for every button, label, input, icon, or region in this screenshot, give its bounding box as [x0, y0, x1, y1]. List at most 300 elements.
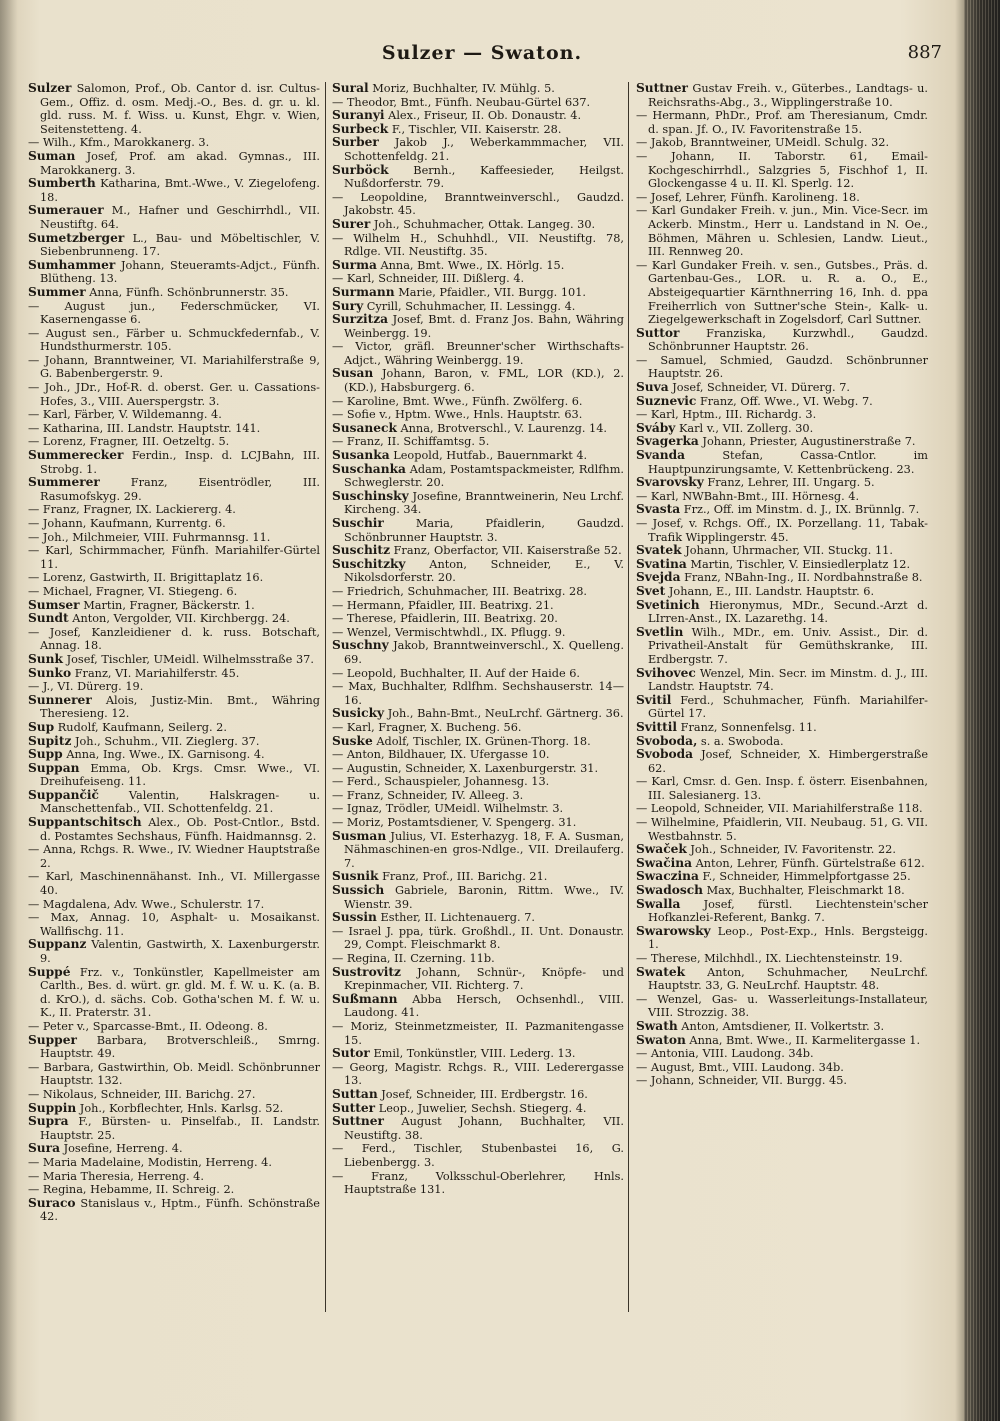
directory-entry [28, 735, 320, 749]
entry-details: — Karl, NWBahn-Bmt., III. Hörnesg. 4. [636, 489, 860, 503]
entry-details: Josef, Tischler, UMeidl. Wilhelmsstraße 37. [66, 652, 314, 666]
directory-entry [28, 1115, 320, 1142]
directory-entry [28, 680, 320, 694]
directory-entry [332, 313, 624, 340]
entry-surname: Surmann [332, 284, 395, 299]
entry-details: Franz, Lehrer, III. Ungarg. 5. [707, 476, 875, 490]
directory-entry [28, 667, 320, 681]
entry-surname: Svoboda [636, 747, 694, 762]
directory-entry [28, 259, 320, 286]
directory-entry [332, 775, 624, 789]
directory-entry [636, 775, 928, 802]
entry-details: — Moriz, Postamtsdiener, V. Spengerg. 31. [332, 816, 577, 830]
directory-entry [332, 830, 624, 871]
entry-surname: Sumhammer [28, 257, 116, 272]
entry-surname: Swaczina [636, 869, 699, 884]
entry-details: — Josef, Kanzleidiener d. k. russ. Botschaft, Annag. 18. [28, 625, 320, 653]
directory-entry [28, 476, 320, 503]
entry-details: Josef, Bmt. d. Franz Jos. Bahn, Währing Weinbergg. 19. [344, 313, 624, 340]
page-header [22, 42, 942, 72]
entry-details: Jakob J., Weberkammmacher, VII. Schottenfeldg. 21. [344, 136, 624, 163]
entry-surname: Suschir [332, 516, 384, 530]
directory-entry [28, 136, 320, 150]
directory-entry [28, 585, 320, 599]
entry-details: Ferd., Schuhmacher, Fünfh. Mariahilfer-Gürtel 17. [648, 693, 928, 721]
directory-entry [332, 1170, 624, 1197]
entry-surname: Surbeck [332, 121, 389, 136]
entry-details: Salomon, Prof., Ob. Cantor d. isr. Cultus-Gem., Offiz. d. osm. Medj.-O., Bes. d. gr. u. kl. gld. russ. M. f. Wiss. u. Kunst, Ehgr. v. Wien, Seitenstetteng. 4. [40, 82, 320, 136]
entry-details: — Barbara, Gastwirthin, Ob. Meidl. Schönbrunner Hauptstr. 132. [28, 1060, 320, 1088]
directory-entry [636, 476, 928, 490]
entry-details: Josef, Schneider, III. Erdbergstr. 16. [381, 1087, 588, 1101]
entry-surname: Swaček [636, 842, 687, 857]
entry-details: — Wilhelmine, Pfaidlerin, VII. Neubaug. 51, G. VII. Westbahnstr. 5. [636, 816, 928, 843]
entry-details: — Johann, Kaufmann, Kurrentg. 6. [28, 517, 226, 530]
entry-surname: Svihovec [636, 665, 696, 680]
entry-surname: Sußmann [332, 991, 398, 1006]
entry-details: — Karl, Fragner, X. Bucheng. 56. [332, 720, 522, 734]
directory-entry [332, 993, 624, 1020]
directory-entry [28, 177, 320, 204]
entry-details: — Wenzel, Vermischtwhdl., IX. Pflugg. 9. [332, 625, 566, 639]
directory-entry [28, 612, 320, 626]
directory-entry [332, 639, 624, 666]
entry-surname: Swadosch [636, 883, 703, 898]
entry-details: — Lorenz, Gastwirth, II. Brigittaplatz 16. [28, 571, 264, 585]
directory-entry [332, 259, 624, 273]
directory-entry [28, 422, 320, 436]
entry-details: Leop., Post-Exp., Hnls. Bergsteigg. 1. [648, 924, 928, 952]
directory-entry [28, 626, 320, 653]
entry-details: L., Bau- und Möbeltischler, V. Siebenbrunneng. 17. [40, 231, 320, 259]
directory-entry [332, 1088, 624, 1102]
entry-details: — Franz, II. Schiffamtsg. 5. [332, 435, 490, 449]
directory-entry [332, 680, 624, 707]
directory-entry [28, 286, 320, 300]
directory-entry [636, 259, 928, 327]
entry-surname: Swarowsky [636, 923, 711, 938]
entry-details: Stefan, Cassa-Cntlor. im Hauptpunzirungsamte, V. Kettenbrückeng. 23. [648, 449, 928, 476]
entry-surname: Suman [28, 148, 76, 163]
entry-details: — Karoline, Bmt. Wwe., Fünfh. Zwölferg. 6. [332, 394, 583, 408]
entry-details: Anna, Brotverschl., V. Laurenzg. 14. [400, 421, 607, 435]
directory-entry [332, 966, 624, 993]
entry-details: — Moriz, Steinmetzmeister, II. Pazmanitengasse 15. [332, 1019, 624, 1047]
directory-entry [332, 463, 624, 490]
entry-surname: Suttan [332, 1086, 378, 1101]
entry-surname: Susanka [332, 448, 390, 463]
directory-entry [28, 531, 320, 545]
directory-entry [28, 870, 320, 897]
entry-surname: Sváby [636, 420, 676, 435]
entry-details: Anna, Fünfh. Schönbrunnerstr. 35. [89, 285, 289, 299]
entry-details: Karl v., VII. Zollerg. 30. [678, 421, 814, 435]
entry-details: Moriz, Buchhalter, IV. Mühlg. 5. [372, 82, 555, 95]
entry-details: Joh., Bahn-Bmt., NeuLrchf. Gärtnerg. 36. [387, 707, 624, 721]
directory-entry [636, 381, 928, 395]
entry-details: Josef, Schneider, VI. Dürerg. 7. [672, 381, 851, 395]
entry-details: Anton, Lehrer, Fünfh. Gürtelstraße 612. [695, 856, 925, 870]
directory-entry [332, 544, 624, 558]
entry-details: Leop., Juwelier, Sechsh. Stiegerg. 4. [378, 1101, 587, 1115]
entry-details: Leopold, Hutfab., Bauernmarkt 4. [393, 449, 588, 463]
directory-entry [28, 503, 320, 517]
directory-entry [28, 599, 320, 613]
entry-surname: Swaton [636, 1032, 686, 1047]
directory-entry [332, 884, 624, 911]
directory-entry [28, 1156, 320, 1170]
directory-entry [332, 721, 624, 735]
entry-details: Joh., Schuhmacher, Ottak. Langeg. 30. [373, 217, 596, 231]
entry-details: Joh., Korbflechter, Hnls. Karlsg. 52. [79, 1101, 284, 1115]
directory-entry [332, 1047, 624, 1061]
entry-surname: Swath [636, 1018, 678, 1033]
directory-entry [636, 667, 928, 694]
directory-entry [636, 422, 928, 436]
entry-details: — Friedrich, Schuhmacher, III. Beatrixg. 28. [332, 584, 588, 598]
directory-entry [636, 626, 928, 667]
entry-surname: Suppanz [28, 937, 87, 952]
entry-details: Johann, Uhrmacher, VII. Stuckg. 11. [685, 544, 893, 558]
entry-surname: Suva [636, 380, 669, 395]
directory-entry [28, 938, 320, 965]
directory-entry [332, 449, 624, 463]
directory-entry [636, 966, 928, 993]
entry-details: Stanislaus v., Hptm., Fünfh. Schönstraße 42. [40, 1196, 320, 1224]
directory-entry [28, 843, 320, 870]
directory-entry [28, 435, 320, 449]
directory-entry [332, 735, 624, 749]
entry-details: — Josef, v. Rchgs. Off., IX. Porzellang. 11, Tabak-Trafik Wipplingerstr. 45. [636, 517, 928, 544]
entry-details: Wenzel, Min. Secr. im Minstm. d. J., III. Landstr. Hauptstr. 74. [648, 666, 928, 694]
entry-details: Hieronymus, MDr., Secund.-Arzt d. LIrren-Anst., IX. Lazarethg. 14. [648, 598, 928, 626]
entry-surname: Susnik [332, 869, 379, 884]
entry-surname: Suppan [28, 760, 80, 775]
directory-entry [28, 789, 320, 816]
directory-entry [28, 354, 320, 381]
entry-details: Adam, Postamtspackmeister, Rdlfhm. Schweglerstr. 20. [344, 462, 624, 490]
entry-details: Wilh., MDr., em. Univ. Assist., Dir. d. Privatheil-Anstalt für Gemüthskranke, III. Erdbergstr. 7. [648, 625, 928, 666]
directory-entry [332, 1102, 624, 1116]
directory-entry [28, 748, 320, 762]
directory-entry [28, 966, 320, 1020]
directory-entry [332, 164, 624, 191]
entry-details: — Hermann, Pfaidler, III. Beatrixg. 21. [332, 598, 554, 612]
entry-surname: Sussich [332, 883, 385, 898]
entry-details: Alex., Ob. Post-Cntlor., Bstd. d. Postamtes Sechshaus, Fünfh. Haidmannsg. 2. [40, 816, 320, 843]
directory-column-2 [332, 82, 624, 1382]
entry-details: Gabriele, Baronin, Rittm. Wwe., IV. Wienstr. 39. [344, 884, 624, 911]
entry-details: — Johann, Schneider, VII. Burgg. 45. [636, 1074, 847, 1088]
entry-details: — Franz, Volksschul-Oberlehrer, Hnls. Hauptstraße 131. [332, 1169, 624, 1197]
entry-surname: Svatina [636, 556, 687, 571]
directory-entry [636, 870, 928, 884]
directory-entry [332, 952, 624, 966]
entry-surname: Supper [28, 1032, 77, 1047]
directory-entry [28, 449, 320, 476]
entry-details: Max, Buchhalter, Fleischmarkt 18. [706, 884, 905, 898]
entry-surname: Suppantschitsch [28, 815, 142, 830]
directory-entry [332, 558, 624, 585]
entry-surname: Sumberth [28, 176, 96, 191]
entry-details: — J., VI. Dürerg. 19. [28, 680, 144, 694]
entry-surname: Susicky [332, 706, 385, 721]
directory-entry [28, 762, 320, 789]
entry-details: — Josef, Lehrer, Fünfh. Karolineng. 18. [636, 190, 860, 204]
entry-details: Johann, Steueramts-Adjct., Fünfh. Blütheng. 13. [40, 258, 320, 286]
entry-surname: Surber [332, 135, 379, 150]
entry-details: — Karl Gundaker Freih. v. jun., Min. Vice-Secr. im Ackerb. Minstm., Herr u. Landstand in N. Oe., Böhmen, Mähren u. Schlesien, Landw. Lieut., III. Rennweg 20. [636, 204, 928, 259]
entry-details: — Karl, Cmsr. d. Gen. Insp. f. österr. Eisenbahnen, III. Salesianerg. 13. [636, 775, 928, 802]
entry-surname: Svejda [636, 570, 681, 585]
entry-surname: Suschinsky [332, 488, 409, 503]
entry-surname: Suranyi [332, 108, 385, 123]
directory-entry [28, 653, 320, 667]
entry-details: Bernh., Kaffeesieder, Heilgst. Nußdorferstr. 79. [344, 163, 624, 191]
entry-surname: Surer [332, 216, 371, 231]
entry-surname: Supp [28, 747, 63, 762]
entry-details: — Johann, II. Taborstr. 61, Email-Kochgeschirrhdl., Salzgries 5, Fischhof 1, II. Glockengasse 4 u. II. Kl. Sperlg. 12. [636, 149, 928, 191]
entry-surname: Sunko [28, 665, 72, 680]
entry-details: Ferdin., Insp. d. LCJBahn, III. Strobg. 1. [40, 449, 320, 476]
entry-details: Esther, II. Lichtenauerg. 7. [380, 911, 535, 925]
directory-entry [332, 789, 624, 803]
entry-details: Josefine, Branntweinerin, Neu Lrchf. Kircheng. 34. [344, 489, 624, 517]
entry-surname: Svanda [636, 448, 686, 463]
entry-details: Valentin, Gastwirth, X. Laxenburgerstr. 9. [40, 938, 320, 965]
entry-surname: Susan [332, 366, 374, 381]
entry-details: Anton, Schneider, E., V. Nikolsdorferstr. 20. [344, 557, 624, 585]
entry-surname: Surma [332, 257, 377, 272]
entry-surname: Svet [636, 583, 666, 598]
entry-surname: Summerecker [28, 448, 124, 463]
directory-entry [636, 735, 928, 749]
directory-entry [28, 408, 320, 422]
directory-entry [636, 191, 928, 205]
entry-details: Franz, Off. Wwe., VI. Webg. 7. [699, 394, 873, 408]
directory-entry [332, 1061, 624, 1088]
directory-entry [636, 490, 928, 504]
entry-surname: Suppé [28, 964, 71, 979]
directory-entry [332, 870, 624, 884]
entry-surname: Sural [332, 82, 369, 95]
entry-details: — Karl, Schneider, III. Dißlerg. 4. [332, 272, 525, 286]
directory-entry [332, 435, 624, 449]
directory-entry [332, 422, 624, 436]
entry-surname: Surzitza [332, 312, 389, 327]
entry-details: — Peter v., Sparcasse-Bmt., II. Odeong. 8. [28, 1019, 268, 1033]
entry-surname: Suraco [28, 1195, 76, 1210]
directory-entry [332, 109, 624, 123]
entry-details: Anton, Schuhmacher, NeuLrchf. Hauptstr. 33, G. NeuLrchf. Hauptstr. 48. [648, 965, 928, 993]
entry-details: — Johann, Branntweiner, VI. Mariahilferstraße 9, G. Babenbergerstr. 9. [28, 353, 320, 381]
directory-entry [636, 1074, 928, 1088]
entry-details: — Katharina, III. Landstr. Hauptstr. 141. [28, 421, 261, 435]
directory-entry [28, 327, 320, 354]
entry-details: — Anton, Bildhauer, IX. Ufergasse 10. [332, 748, 550, 762]
entry-details: — Magdalena, Adv. Wwe., Schulerstr. 17. [28, 897, 265, 911]
entry-surname: Svetinich [636, 597, 700, 612]
directory-entry [28, 571, 320, 585]
entry-details: — Franz, Fragner, IX. Lackiererg. 4. [28, 503, 236, 517]
directory-entry [332, 367, 624, 394]
entry-details: Joh., Schuhm., VII. Zieglerg. 37. [74, 734, 260, 748]
entry-details: Alois, Justiz-Min. Bmt., Währing Theresieng. 12. [40, 693, 320, 721]
directory-entry [28, 816, 320, 843]
entry-surname: Suske [332, 733, 373, 748]
entry-details: Jakob, Branntweinverschl., X. Quelleng. 69. [344, 639, 624, 666]
entry-surname: Sumetzberger [28, 230, 125, 245]
entry-details: — Georg, Magistr. Rchgs. R., VIII. Lederergasse 13. [332, 1060, 624, 1088]
directory-entry [636, 898, 928, 925]
directory-entry [332, 286, 624, 300]
entry-surname: Sury [332, 298, 364, 313]
directory-entry [636, 82, 928, 109]
entry-details: — Victor, gräfl. Breunner'scher Wirthschafts-Adjct., Währing Weinbergg. 19. [332, 340, 624, 367]
entry-details: Julius, VI. Esterhazyg. 18, F. A. Susman, Nähmaschinen-en gros-Ndlge., VII. Dreilauferg. 7. [344, 829, 624, 870]
directory-entry [636, 408, 928, 422]
directory-entry [28, 1142, 320, 1156]
directory-entry [28, 911, 320, 938]
entry-surname: Sundt [28, 611, 69, 626]
entry-details: Josef, Prof. am akad. Gymnas., III. Marokkanerg. 3. [40, 149, 320, 177]
directory-entry [636, 585, 928, 599]
entry-surname: Sumerauer [28, 203, 104, 218]
entry-surname: Sussin [332, 910, 377, 925]
entry-surname: Suttner [332, 1114, 384, 1129]
entry-surname: Susaneck [332, 420, 397, 435]
entry-details: Franziska, Kurzwhdl., Gaudzd. Schönbrunner Hauptstr. 26. [648, 326, 928, 354]
entry-details: — Therese, Pfaidlerin, III. Beatrixg. 20. [332, 612, 558, 626]
entry-details: — Franz, Schneider, IV. Alleeg. 3. [332, 788, 524, 802]
directory-entry [636, 748, 928, 775]
entry-details: Katharina, Bmt.-Wwe., V. Ziegelofeng. 18. [40, 177, 320, 204]
entry-details: — Regina, Hebamme, II. Schreig. 2. [28, 1183, 235, 1197]
directory-entry [28, 82, 320, 136]
directory-entry [636, 327, 928, 354]
entry-surname: Suppin [28, 1100, 77, 1115]
entry-details: Rudolf, Kaufmann, Seilerg. 2. [57, 720, 227, 734]
entry-details: — Jakob, Branntweiner, UMeidl. Schulg. 32. [636, 136, 890, 150]
directory-entry [636, 517, 928, 544]
directory-entry [332, 1115, 624, 1142]
entry-surname: Sup [28, 719, 55, 734]
entry-details: Anna, Bmt. Wwe., IX. Hörlg. 15. [380, 258, 565, 272]
directory-entry [332, 911, 624, 925]
directory-entry [332, 1142, 624, 1169]
entry-surname: Svarovsky [636, 475, 704, 490]
directory-entry [28, 300, 320, 327]
directory-entry [636, 802, 928, 816]
entry-details: F., Tischler, VII. Kaiserstr. 28. [391, 122, 562, 136]
directory-entry [636, 1061, 928, 1075]
entry-details: — Maria Theresia, Herreng. 4. [28, 1169, 204, 1183]
entry-surname: Suznevic [636, 393, 697, 408]
entry-surname: Summerer [28, 475, 100, 490]
entry-details: Cyrill, Schuhmacher, II. Lessingg. 4. [366, 299, 576, 313]
entry-details: — August sen., Färber u. Schmuckfedernfab., V. Hundsthurmerstr. 105. [28, 326, 320, 354]
entry-surname: Svoboda, [636, 733, 698, 748]
directory-entry [332, 585, 624, 599]
directory-entry [28, 721, 320, 735]
entry-details: — Wenzel, Gas- u. Wasserleitungs-Installateur, VIII. Strozzig. 38. [636, 992, 928, 1020]
entry-details: s. a. Swoboda. [700, 734, 784, 748]
entry-details: — Ferd., Schauspieler, Johannesg. 13. [332, 775, 550, 789]
page-title: Sulzer — Swaton. [381, 42, 583, 64]
directory-entry [332, 408, 624, 422]
entry-details: Maria, Pfaidlerin, Gaudzd. Schönbrunner Hauptstr. 3. [344, 517, 624, 544]
entry-surname: Svetlin [636, 624, 684, 639]
entry-surname: Svasta [636, 502, 681, 517]
directory-entry [636, 599, 928, 626]
entry-details: Emil, Tonkünstler, VIII. Lederg. 13. [373, 1047, 576, 1061]
directory-entry [332, 191, 624, 218]
directory-entry [636, 1047, 928, 1061]
entry-details: Joh., Schneider, IV. Favoritenstr. 22. [690, 843, 896, 857]
entry-surname: Sumser [28, 597, 80, 612]
entry-details: — Max, Annag. 10, Asphalt- u. Mosaikanst. Wallfischg. 11. [28, 911, 320, 938]
directory-entry [28, 150, 320, 177]
entry-surname: Supra [28, 1114, 69, 1129]
entry-surname: Sunk [28, 651, 63, 666]
directory-entry [28, 694, 320, 721]
directory-entry [636, 952, 928, 966]
directory-entry [28, 204, 320, 231]
entry-surname: Sustrovitz [332, 964, 401, 979]
entry-surname: Swatek [636, 964, 686, 979]
entry-details: — Karl, Hptm., III. Richardg. 3. [636, 408, 817, 422]
entry-details: F., Bürsten- u. Pinselfab., II. Landstr. Hauptstr. 25. [40, 1115, 320, 1142]
entry-details: Johann, Baron, v. FML, LOR (KD.), 2. (KD.), Habsburgerg. 6. [344, 367, 624, 395]
entry-details: Alex., Friseur, II. Ob. Donaustr. 4. [388, 109, 582, 123]
directory-entry [332, 802, 624, 816]
entry-details: Josef, fürstl. Liechtenstein'scher Hofkanzlei-Referent, Bankg. 7. [648, 897, 928, 925]
entry-details: Anton, Amtsdiener, II. Volkertstr. 3. [681, 1019, 885, 1033]
directory-entry [636, 150, 928, 191]
directory-entry [332, 517, 624, 544]
entry-details: — Nikolaus, Schneider, III. Barichg. 27. [28, 1087, 256, 1101]
directory-entry [636, 1034, 928, 1048]
directory-entry [332, 340, 624, 367]
entry-details: — Anna, Rchgs. R. Wwe., IV. Wiedner Hauptstraße 2. [28, 843, 320, 870]
entry-details: Martin, Tischler, V. Einsiedlerplatz 12. [690, 557, 911, 571]
directory-entry [332, 762, 624, 776]
directory-entry [332, 1020, 624, 1047]
column-divider [628, 82, 629, 1312]
entry-surname: Supitz [28, 733, 72, 748]
directory-entry [28, 898, 320, 912]
entry-details: — Wilh., Kfm., Marokkanerg. 3. [28, 136, 210, 150]
directory-entry [332, 748, 624, 762]
directory-entry [28, 1183, 320, 1197]
directory-entry [28, 544, 320, 571]
entry-details: — Karl, Färber, V. Wildemanng. 4. [28, 408, 222, 422]
directory-entry [332, 626, 624, 640]
entry-details: Frz. v., Tonkünstler, Kapellmeister am Carlth., Bes. d. würt. gr. gld. M. f. W. u. K. (a. B. d. KrO.), d. sächs. Cob. Gotha'schen M. f. W. u. K., II. Praterstr. 31. [40, 965, 320, 1020]
entry-details: Abba Hersch, Ochsenhdl., VIII. Laudong. 41. [344, 992, 624, 1020]
directory-entry [332, 395, 624, 409]
entry-details: Franz, VI. Mariahilferstr. 45. [74, 666, 240, 680]
entry-details: — Joh., Milchmeier, VIII. Fuhrmannsg. 11. [28, 530, 271, 544]
entry-details: — Wilhelm H., Schuhhdl., VII. Neustiftg. 78, Rdlge. VII. Neustiftg. 35. [332, 231, 624, 259]
entry-surname: Suschitz [332, 543, 390, 558]
entry-details: — Leopold, Buchhalter, II. Auf der Haide 6. [332, 666, 581, 680]
entry-surname: Susman [332, 828, 387, 843]
entry-details: Marie, Pfaidler., VII. Burgg. 101. [398, 285, 587, 299]
entry-details: Franz, Oberfactor, VII. Kaiserstraße 52. [393, 544, 622, 558]
entry-details: — Lorenz, Fragner, III. Oetzeltg. 5. [28, 435, 230, 449]
directory-entry [28, 1197, 320, 1224]
